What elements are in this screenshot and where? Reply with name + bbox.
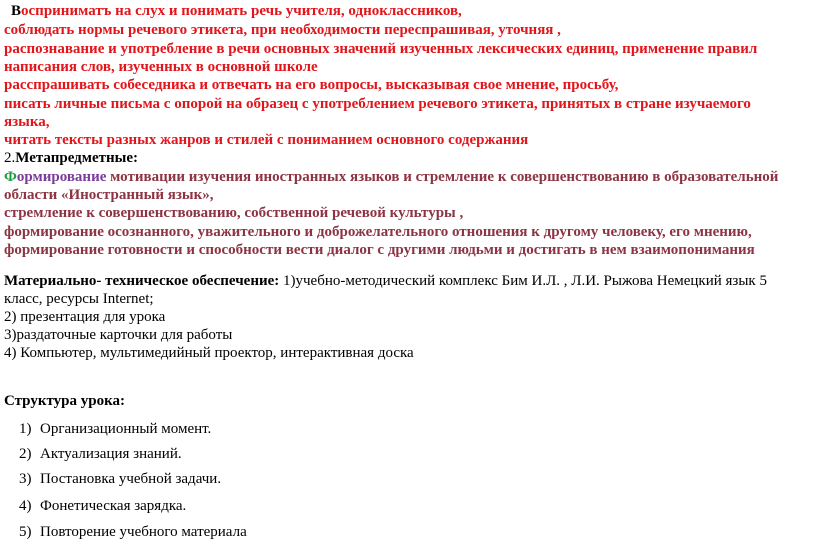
materials-line-2: класс, ресурсы Internet; xyxy=(4,291,154,307)
list-item-text: Актуализация знаний. xyxy=(40,446,182,462)
meta-line-3: стремление к совершенствованию, собственной речевой культуры , xyxy=(4,205,464,221)
meta-line-2: области «Иностранный язык», xyxy=(4,187,214,203)
list-item-number: 2) xyxy=(19,446,32,462)
subject-line-5: расспрашивать собеседника и отвечать на его вопросы, высказывая свое мнение, просьбу, xyxy=(4,77,619,93)
list-item-text: Повторение учебного материала xyxy=(40,524,247,540)
first-letter: В xyxy=(11,3,22,19)
meta-first-letter: Ф xyxy=(4,169,17,185)
subject-line-6: писать личные письма с опорой на образец с употреблением речевого этикета, принятых в стране изучаемого xyxy=(4,96,751,112)
meta-line-5: формирование готовности и способности вести диалог с другими людьми и достигать в нем взаимопонимания xyxy=(4,242,755,258)
meta-line-1 xyxy=(4,168,778,186)
meta-first-word-rest: ормирование xyxy=(16,169,107,185)
structure-heading: Структура урока: xyxy=(4,393,125,409)
subject-line-4: написания слов, изученных в основной школе xyxy=(4,59,318,75)
materials-line-5: 4) Компьютер, мультимедийный проектор, интерактивная доска xyxy=(4,345,414,361)
meta-number: 2. xyxy=(4,150,16,166)
list-item-number: 1) xyxy=(19,421,32,437)
materials-line-3: 2) презентация для урока xyxy=(4,309,166,325)
materials-line-1 xyxy=(4,272,767,290)
subject-line-8: читать тексты разных жанров и стилей с пониманием основного содержания xyxy=(4,132,529,148)
meta-line-1-rest: мотивации изучения иностранных языков и стремление к совершенствованию в образовательной xyxy=(106,169,779,185)
subject-line-3: распознавание и употребление в речи основных значений изученных лексических единиц, применение правил xyxy=(4,41,758,57)
subject-text: осприниматъ на слух и понимать речь учителя, одноклассников, xyxy=(21,3,462,19)
subject-line-1 xyxy=(11,2,462,20)
meta-heading xyxy=(4,149,138,167)
subject-line-7: языка, xyxy=(4,114,50,130)
meta-line-4: формирование осознанного, уважительного и доброжелательного отношения к другому человеку, его мнению, xyxy=(4,224,752,240)
list-item-text: Постановка учебной задачи. xyxy=(40,471,222,487)
materials-label: Материально- техническое обеспечение: xyxy=(4,273,280,289)
list-item-text: Фонетическая зарядка. xyxy=(40,498,187,514)
subject-line-2: соблюдать нормы речевого этикета, при необходимости переспрашивая, уточняя , xyxy=(4,22,561,38)
meta-heading-text: Метапредметные: xyxy=(15,150,139,166)
list-item-number: 5) xyxy=(19,524,32,540)
list-item-number: 4) xyxy=(19,498,32,514)
list-item-number: 3) xyxy=(19,471,32,487)
materials-line-4: 3)раздаточные карточки для работы xyxy=(4,327,233,343)
list-item-text: Организационный момент. xyxy=(40,421,212,437)
materials-line-1-rest: 1)учебно-методический комплекс Бим И.Л. , Л.И. Рыжова Немецкий язык 5 xyxy=(279,273,767,289)
